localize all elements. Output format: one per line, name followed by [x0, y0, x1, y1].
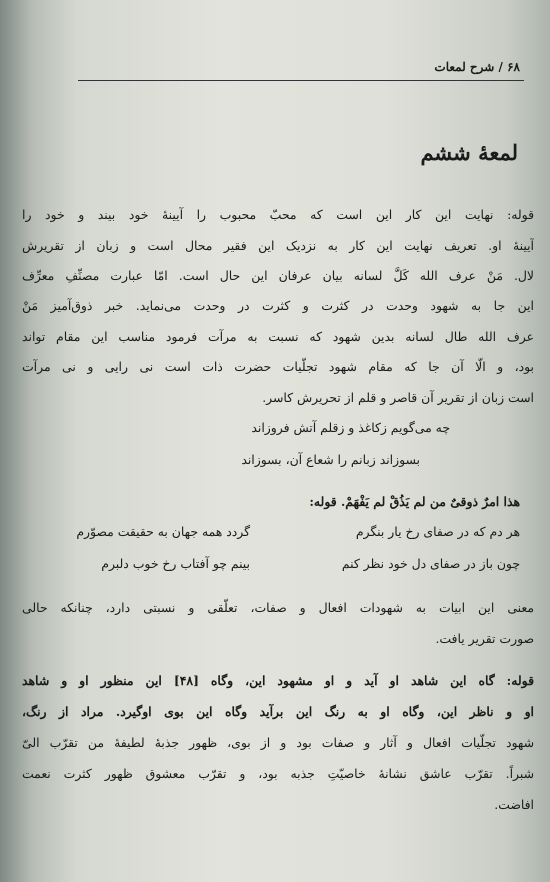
text-line: لال. مَنْ عرف الله کَلَّ لسانه بیان عرفان این حال است. امّا عبارت مصنِّفِ معرِّف [22, 268, 534, 283]
section-title: لمعهٔ ششم [420, 140, 518, 165]
verse-line: بینم چو آفتاب رخ خوب دلبرم [101, 556, 250, 571]
text-line: عرف الله طال لسانه بدین شهود که نسبت به مرآت فرمود مناسب این مقام تواند [22, 329, 534, 344]
text-line: صورت تقریر یافت. [435, 631, 534, 646]
verse-line: بسوزاند زبانم را شعاع آن، بسوزاند [241, 452, 420, 467]
text-line: او و ناظر این، وگاه او به رنگ این برآید وگاه این بوی اوگیرد. مراد از رنگ، [22, 704, 534, 719]
text-line: بود، و الّا آن جا که مقام شهود تجلّیات حضرت ذات است نی رایی و نی مرآت [22, 359, 534, 374]
text-line: قوله: نهایت این کار این است که محبّ محبوب را آیینهٔ خود بیند و خود را [22, 207, 534, 222]
verse-line: هر دم که در صفای رخ یار بنگرم [355, 524, 520, 539]
running-head: ۶۸ / شرح لمعات [434, 60, 520, 74]
verse-line: چون باز در صفای دل خود نظر کنم [341, 556, 520, 571]
text-line: شهود تجلّیات افعال و آثار و صفات بود و از بوی، ظهور جذبهٔ لطیفهٔ من تقرّب الیّ [22, 735, 534, 750]
quote-heading: هذا امرٌ ذوقیٌ من لم یَذُقْ لم یَفْهَمْ. قوله: [309, 494, 520, 509]
text-line: قوله: گاه این شاهد او آید و او مشهود این، وگاه [۴۸] این منظور او و شاهد [22, 673, 534, 688]
text-line: افاضت. [494, 797, 534, 812]
text-line: شبراً. تقرّب عاشق نشانهٔ خاصیّتِ جذبه بود، و تقرّب معشوق ظهور کثرت نعمت [22, 766, 534, 781]
verse-line: گردد همه جهان به حقیقت مصوّرم [76, 524, 250, 539]
header-rule [78, 80, 524, 81]
text-line: است زبان از تقریر آن قاصر و قلم از تحریرش کاسر. [262, 390, 534, 405]
verse-line: چه می‌گویم زکاغذ و زقلم آتش فروزاند [251, 420, 450, 435]
text-line: آیینهٔ او. تعریف نهایت این کار به نزدیک این فقیر محال است و زبان از تقریرش [22, 238, 534, 253]
text-line: این جا به شهود وحدت در کثرت و کثرت در وحدت می‌نماید. خبر ذوق‌آمیز مَنْ [22, 298, 534, 313]
text-line: معنی این ابیات به شهودات افعال و صفات، تعلّقی و نسبتی دارد، چنانکه حالی [22, 600, 534, 615]
